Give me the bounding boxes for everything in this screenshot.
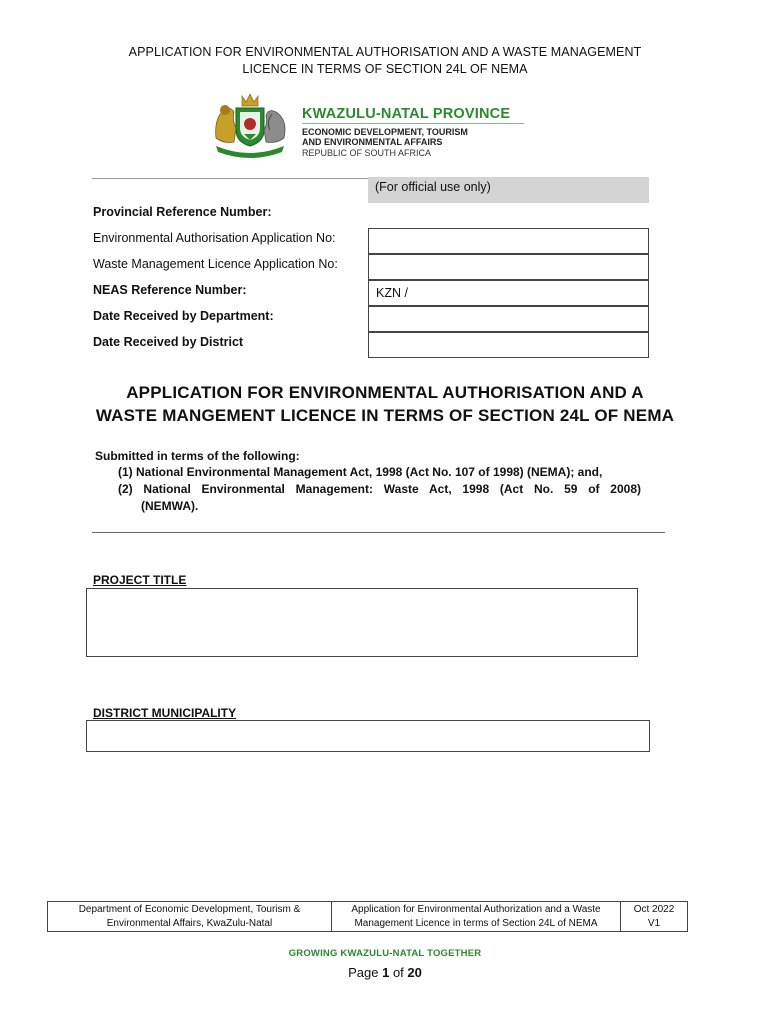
footer-version-cell bbox=[621, 902, 687, 931]
department-name-line-2: AND ENVIRONMENTAL AFFAIRS bbox=[302, 137, 443, 147]
date-received-district-label: Date Received by District bbox=[93, 335, 244, 349]
document-title-line-1: APPLICATION FOR ENVIRONMENTAL AUTHORISATION AND A bbox=[126, 383, 644, 402]
date-received-department-field[interactable] bbox=[368, 306, 649, 332]
neas-reference-field[interactable] bbox=[368, 280, 649, 306]
province-name: KWAZULU-NATAL PROVINCE bbox=[302, 106, 511, 122]
document-title bbox=[60, 381, 710, 427]
footer-department-line-2: Environmental Affairs, KwaZulu-Natal bbox=[106, 918, 273, 929]
footer-department-cell bbox=[48, 902, 332, 931]
district-municipality-label: DISTRICT MUNICIPALITY bbox=[93, 706, 237, 720]
neas-reference-value: KZN / bbox=[376, 286, 408, 300]
page-total: 20 bbox=[407, 965, 422, 980]
official-use-heading: (For official use only) bbox=[368, 177, 649, 203]
legislation-item-2-continued: (NEMWA). bbox=[141, 499, 199, 513]
ea-application-no-field[interactable] bbox=[368, 228, 649, 254]
submitted-intro: Submitted in terms of the following: bbox=[95, 449, 300, 463]
page-number bbox=[0, 965, 770, 980]
country-name: REPUBLIC OF SOUTH AFRICA bbox=[302, 148, 432, 158]
footer-version: V1 bbox=[647, 918, 661, 929]
department-name-line-1: ECONOMIC DEVELOPMENT, TOURISM bbox=[302, 127, 468, 137]
footer-slogan: GROWING KWAZULU-NATAL TOGETHER bbox=[288, 948, 482, 959]
legislation-item-2: (2) National Environmental Management: Waste Act, 1998 (Act No. 59 of 2008) bbox=[118, 482, 641, 496]
official-use-rule bbox=[92, 178, 368, 179]
neas-reference-label: NEAS Reference Number: bbox=[93, 283, 247, 297]
project-title-label: PROJECT TITLE bbox=[93, 573, 187, 587]
page-of: of bbox=[389, 965, 408, 980]
footer-date: Oct 2022 bbox=[633, 904, 675, 915]
document-title-line-2: WASTE MANGEMENT LICENCE IN TERMS OF SECTION 24L OF NEMA bbox=[95, 406, 675, 425]
document-header bbox=[60, 44, 710, 78]
date-received-department-label: Date Received by Department: bbox=[93, 309, 274, 323]
page-prefix: Page bbox=[348, 965, 383, 980]
page-current: 1 bbox=[382, 965, 390, 980]
legislation-item-1: (1) National Environmental Management Act, 1998 (Act No. 107 of 1998) (NEMA); and, bbox=[118, 465, 603, 479]
section-divider bbox=[92, 532, 665, 533]
date-received-district-field[interactable] bbox=[368, 332, 649, 358]
district-municipality-field[interactable] bbox=[86, 720, 650, 752]
footer-department-line-1: Department of Economic Development, Tourism & bbox=[78, 904, 301, 915]
footer-table bbox=[47, 901, 688, 932]
header-line-2: LICENCE IN TERMS OF SECTION 24L OF NEMA bbox=[242, 62, 528, 76]
project-title-field[interactable] bbox=[86, 588, 638, 657]
footer-document-line-2: Management Licence in terms of Section 24L of NEMA bbox=[354, 918, 598, 929]
footer-document-cell bbox=[332, 902, 621, 931]
wml-application-no-field[interactable] bbox=[368, 254, 649, 280]
logo-text bbox=[302, 106, 524, 159]
kzn-coat-of-arms-icon bbox=[210, 88, 290, 158]
department-logo bbox=[210, 88, 540, 158]
wml-application-no-label: Waste Management Licence Application No: bbox=[93, 257, 338, 271]
ea-application-no-label: Environmental Authorisation Application No: bbox=[93, 231, 336, 245]
logo-divider bbox=[302, 123, 524, 124]
header-line-1: APPLICATION FOR ENVIRONMENTAL AUTHORISATION AND A WASTE MANAGEMENT bbox=[128, 45, 642, 59]
provincial-reference-label: Provincial Reference Number: bbox=[93, 205, 272, 219]
footer-document-line-1: Application for Environmental Authorization and a Waste bbox=[351, 904, 601, 915]
